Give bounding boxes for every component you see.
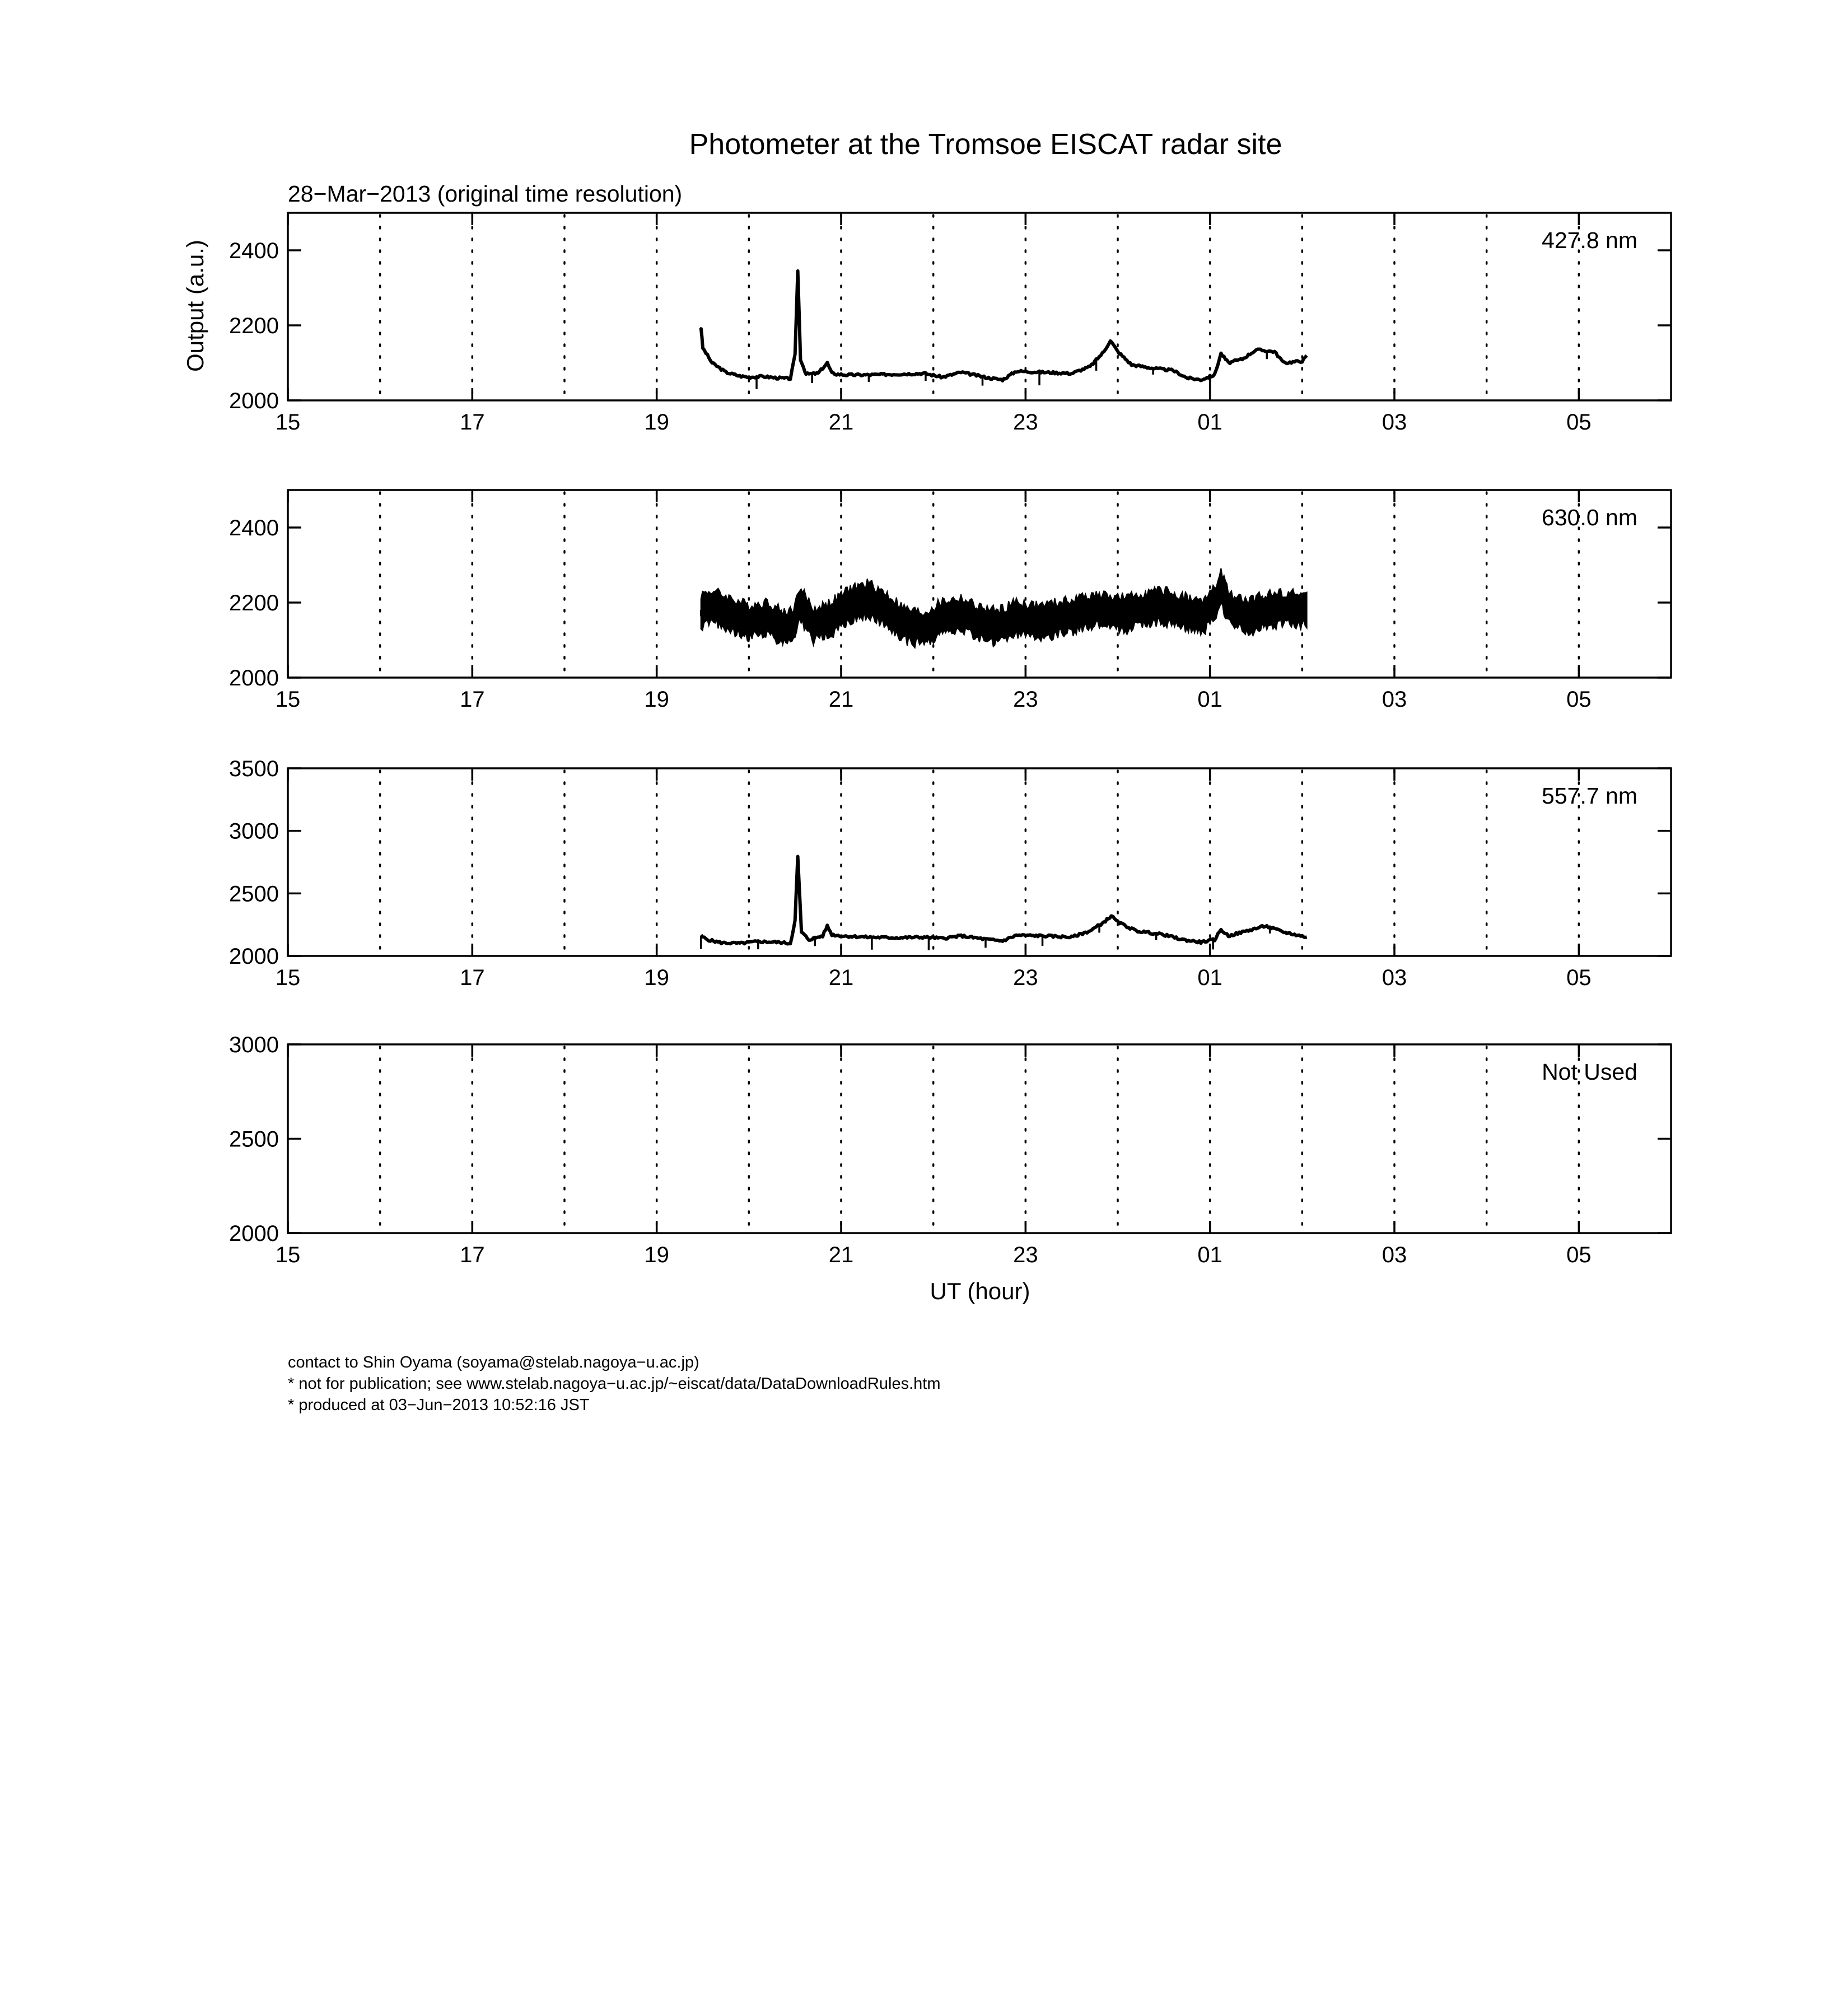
plot-frame: [288, 1044, 1671, 1233]
plot-frame: [288, 768, 1671, 956]
y-tick-label: 2400: [229, 516, 279, 540]
plot-frame: [288, 213, 1671, 400]
y-tick-label: 2000: [229, 389, 279, 413]
plot-frame: [288, 490, 1671, 678]
panel-label: Not Used: [1542, 1059, 1637, 1085]
y-tick-label: 3000: [229, 819, 279, 844]
x-tick-label: 01: [1197, 410, 1222, 435]
y-tick-label: 2500: [229, 881, 279, 907]
y-tick-label: 2200: [229, 314, 279, 338]
x-tick-label: 05: [1566, 965, 1592, 990]
x-axis-label: UT (hour): [930, 1278, 1030, 1304]
x-tick-label: 01: [1197, 965, 1222, 990]
x-tick-label: 05: [1566, 687, 1592, 712]
footer-contact: contact to Shin Oyama (soyama@stelab.nagoya−u.ac.jp): [288, 1354, 699, 1371]
x-tick-label: 17: [460, 410, 485, 435]
panels: [229, 213, 1671, 1267]
panel-label: 557.7 nm: [1542, 783, 1637, 809]
y-tick-label: 2200: [229, 591, 279, 615]
x-tick-label: 15: [275, 1243, 301, 1267]
footer-publication-note: * not for publication; see www.stelab.nagoya−u.ac.jp/~eiscat/data/DataDownloadRules.htm: [288, 1375, 941, 1393]
y-tick-label: 2500: [229, 1127, 279, 1152]
y-tick-label: 2000: [229, 666, 279, 690]
x-tick-label: 19: [644, 965, 669, 990]
y-tick-label: 2400: [229, 239, 279, 263]
x-tick-label: 19: [644, 1243, 669, 1267]
panel-427-8-nm: [229, 213, 1671, 435]
x-tick-label: 15: [275, 965, 301, 990]
series-band: [701, 568, 1307, 648]
x-tick-label: 03: [1382, 965, 1407, 990]
x-tick-label: 17: [460, 1243, 485, 1267]
x-tick-label: 19: [644, 687, 669, 712]
footer-produced-at: * produced at 03−Jun−2013 10:52:16 JST: [288, 1396, 590, 1414]
x-tick-label: 15: [275, 687, 301, 712]
x-tick-label: 01: [1197, 687, 1222, 712]
x-tick-label: 05: [1566, 1243, 1592, 1267]
x-tick-label: 03: [1382, 410, 1407, 435]
x-tick-label: 23: [1013, 965, 1038, 990]
x-tick-label: 23: [1013, 687, 1038, 712]
x-tick-label: 03: [1382, 687, 1407, 712]
y-axis-label: Output (a.u.): [182, 240, 208, 372]
x-tick-label: 17: [460, 687, 485, 712]
x-tick-label: 15: [275, 410, 301, 435]
panel-label: 427.8 nm: [1542, 227, 1637, 253]
x-tick-label: 23: [1013, 1243, 1038, 1267]
x-tick-label: 17: [460, 965, 485, 990]
x-tick-label: 21: [828, 410, 854, 435]
y-tick-label: 2000: [229, 944, 279, 969]
x-tick-label: 19: [644, 410, 669, 435]
figure-title: Photometer at the Tromsoe EISCAT radar site: [689, 128, 1282, 161]
y-tick-label: 3500: [229, 757, 279, 781]
x-tick-label: 01: [1197, 1243, 1222, 1267]
x-tick-label: 05: [1566, 410, 1592, 435]
figure-subtitle: 28−Mar−2013 (original time resolution): [288, 181, 683, 207]
footer-notes: [288, 1352, 941, 1416]
panel-label: 630.0 nm: [1542, 505, 1637, 530]
series-line: [701, 856, 1307, 944]
x-tick-label: 23: [1013, 410, 1038, 435]
y-tick-label: 2000: [229, 1221, 279, 1246]
series-line: [701, 271, 1307, 381]
x-tick-label: 03: [1382, 1243, 1407, 1267]
x-tick-label: 21: [828, 1243, 854, 1267]
y-tick-label: 3000: [229, 1033, 279, 1057]
panel-not-used: [229, 1033, 1671, 1267]
panel-630-0-nm: [229, 490, 1671, 712]
x-tick-label: 21: [828, 965, 854, 990]
panel-557-7-nm: [229, 757, 1671, 990]
x-tick-label: 21: [828, 687, 854, 712]
